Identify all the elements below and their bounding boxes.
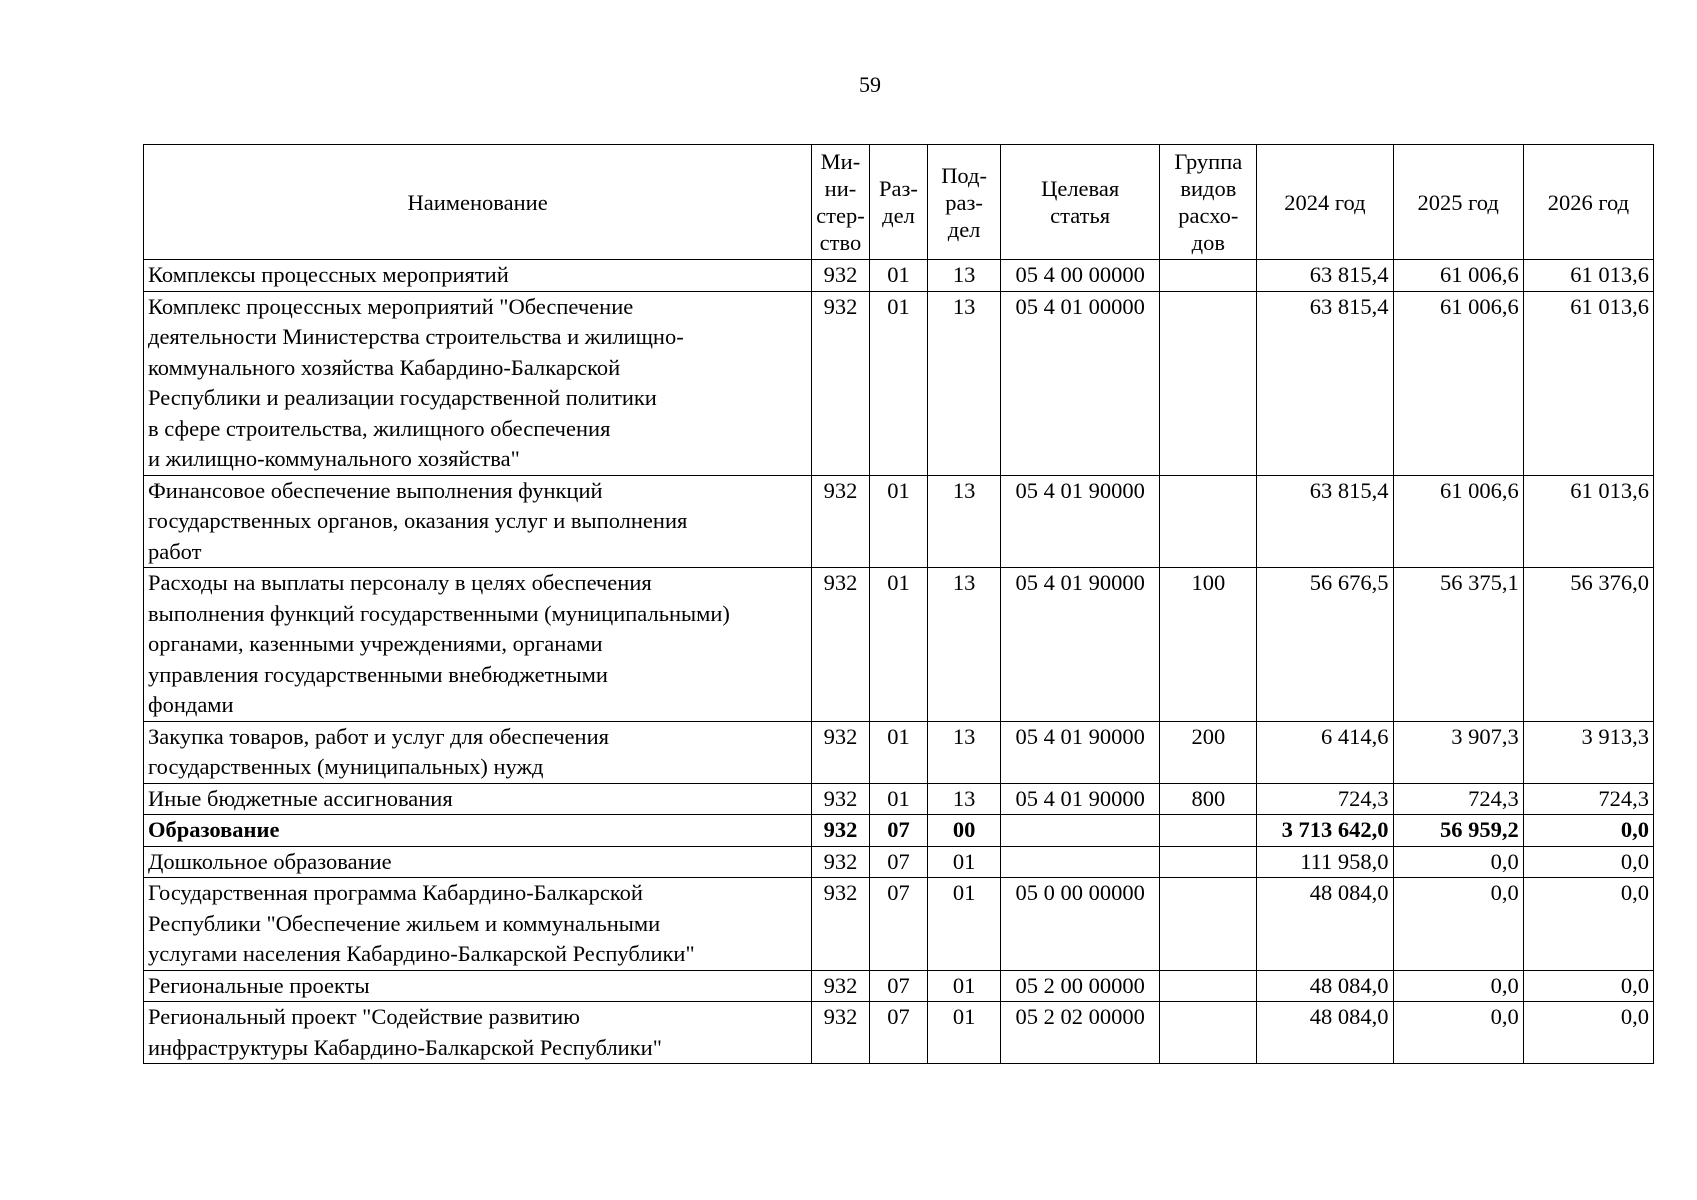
cell-2026: 61 013,6	[1523, 260, 1653, 292]
cell-section: 07	[869, 970, 928, 1002]
table-row	[144, 291, 1654, 475]
cell-expense-group: 800	[1160, 783, 1257, 815]
cell-name: Финансовое обеспечение выполнения функций государственных органов, оказания услуг и выполнения работ	[144, 475, 812, 568]
cell-expense-group: 100	[1160, 568, 1257, 722]
header-2026: 2026 год	[1523, 145, 1653, 260]
cell-subsection: 13	[928, 721, 1001, 783]
cell-section: 01	[869, 721, 928, 783]
table-row	[144, 721, 1654, 783]
cell-expense-group	[1160, 846, 1257, 878]
table-row	[144, 815, 1654, 847]
cell-ministry: 932	[812, 970, 870, 1002]
header-expense-group: Группа видов расхо- дов	[1160, 145, 1257, 260]
table-row	[144, 783, 1654, 815]
cell-2026: 0,0	[1523, 1002, 1653, 1064]
cell-section: 07	[869, 878, 928, 971]
header-name: Наименование	[144, 145, 812, 260]
cell-name: Комплекс процессных мероприятий "Обеспечение деятельности Министерства строительства и жилищно- коммунального хозяйства Кабардино-Балкарской Республики и реализации государственной политики в сфере строительства, жилищного обеспечения и жилищно-коммунального хозяйства"	[144, 291, 812, 475]
cell-2025: 0,0	[1393, 846, 1523, 878]
cell-2026: 3 913,3	[1523, 721, 1653, 783]
header-2025: 2025 год	[1393, 145, 1523, 260]
cell-target-item: 05 2 02 00000	[1000, 1002, 1159, 1064]
cell-name: Комплексы процессных мероприятий	[144, 260, 812, 292]
cell-subsection: 01	[928, 846, 1001, 878]
cell-target-item: 05 4 01 90000	[1000, 721, 1159, 783]
cell-ministry: 932	[812, 475, 870, 568]
cell-2024: 63 815,4	[1257, 260, 1393, 292]
cell-2026: 724,3	[1523, 783, 1653, 815]
cell-name: Региональные проекты	[144, 970, 812, 1002]
table-body	[144, 260, 1654, 1064]
cell-target-item	[1000, 815, 1159, 847]
cell-section: 07	[869, 815, 928, 847]
cell-2025: 0,0	[1393, 970, 1523, 1002]
cell-2025: 724,3	[1393, 783, 1523, 815]
cell-ministry: 932	[812, 1002, 870, 1064]
cell-2025: 61 006,6	[1393, 260, 1523, 292]
cell-2026: 61 013,6	[1523, 291, 1653, 475]
cell-2026: 0,0	[1523, 970, 1653, 1002]
table-row	[144, 878, 1654, 971]
cell-name: Образование	[144, 815, 812, 847]
table-row	[144, 475, 1654, 568]
cell-ministry: 932	[812, 721, 870, 783]
cell-target-item: 05 4 01 90000	[1000, 568, 1159, 722]
header-ministry: Ми- ни- стер- ство	[812, 145, 870, 260]
header-subsection: Под- раз- дел	[928, 145, 1001, 260]
cell-2024: 724,3	[1257, 783, 1393, 815]
cell-2024: 6 414,6	[1257, 721, 1393, 783]
cell-2024: 48 084,0	[1257, 970, 1393, 1002]
table-row	[144, 260, 1654, 292]
cell-subsection: 13	[928, 568, 1001, 722]
cell-target-item: 05 4 01 90000	[1000, 783, 1159, 815]
table-row	[144, 846, 1654, 878]
cell-target-item: 05 0 00 00000	[1000, 878, 1159, 971]
cell-name: Дошкольное образование	[144, 846, 812, 878]
table-row	[144, 568, 1654, 722]
cell-ministry: 932	[812, 291, 870, 475]
cell-subsection: 00	[928, 815, 1001, 847]
cell-ministry: 932	[812, 783, 870, 815]
cell-ministry: 932	[812, 846, 870, 878]
cell-2024: 48 084,0	[1257, 878, 1393, 971]
cell-subsection: 13	[928, 260, 1001, 292]
cell-target-item	[1000, 846, 1159, 878]
cell-target-item: 05 4 00 00000	[1000, 260, 1159, 292]
cell-subsection: 13	[928, 475, 1001, 568]
cell-2026: 61 013,6	[1523, 475, 1653, 568]
cell-expense-group	[1160, 815, 1257, 847]
cell-expense-group: 200	[1160, 721, 1257, 783]
cell-subsection: 01	[928, 1002, 1001, 1064]
cell-section: 01	[869, 475, 928, 568]
cell-2025: 0,0	[1393, 1002, 1523, 1064]
cell-expense-group	[1160, 1002, 1257, 1064]
cell-name: Иные бюджетные ассигнования	[144, 783, 812, 815]
cell-section: 07	[869, 1002, 928, 1064]
cell-name: Региональный проект "Содействие развитию инфраструктуры Кабардино-Балкарской Республики"	[144, 1002, 812, 1064]
cell-expense-group	[1160, 260, 1257, 292]
cell-expense-group	[1160, 475, 1257, 568]
cell-name: Закупка товаров, работ и услуг для обеспечения государственных (муниципальных) нужд	[144, 721, 812, 783]
cell-name: Государственная программа Кабардино-Балкарской Республики "Обеспечение жильем и коммунальными услугами населения Кабардино-Балкарской Республики"	[144, 878, 812, 971]
cell-target-item: 05 4 01 00000	[1000, 291, 1159, 475]
cell-ministry: 932	[812, 815, 870, 847]
page-number: 59	[859, 72, 881, 97]
cell-2025: 3 907,3	[1393, 721, 1523, 783]
cell-expense-group	[1160, 970, 1257, 1002]
cell-section: 01	[869, 568, 928, 722]
cell-subsection: 01	[928, 970, 1001, 1002]
cell-section: 01	[869, 260, 928, 292]
cell-2024: 48 084,0	[1257, 1002, 1393, 1064]
cell-2024: 111 958,0	[1257, 846, 1393, 878]
cell-section: 07	[869, 846, 928, 878]
cell-2025: 56 375,1	[1393, 568, 1523, 722]
header-row	[144, 145, 1654, 260]
cell-2026: 0,0	[1523, 878, 1653, 971]
cell-expense-group	[1160, 291, 1257, 475]
table-row	[144, 970, 1654, 1002]
cell-2025: 56 959,2	[1393, 815, 1523, 847]
header-2024: 2024 год	[1257, 145, 1393, 260]
cell-name: Расходы на выплаты персоналу в целях обеспечения выполнения функций государственными (муниципальными) органами, казенными учреждениями, органами управления государственными внебюджетными фондами	[144, 568, 812, 722]
cell-target-item: 05 4 01 90000	[1000, 475, 1159, 568]
cell-subsection: 13	[928, 291, 1001, 475]
cell-section: 01	[869, 783, 928, 815]
cell-subsection: 01	[928, 878, 1001, 971]
cell-2026: 56 376,0	[1523, 568, 1653, 722]
cell-2026: 0,0	[1523, 815, 1653, 847]
cell-ministry: 932	[812, 568, 870, 722]
cell-ministry: 932	[812, 878, 870, 971]
cell-2024: 63 815,4	[1257, 291, 1393, 475]
header-section: Раз- дел	[869, 145, 928, 260]
cell-2024: 63 815,4	[1257, 475, 1393, 568]
cell-2024: 56 676,5	[1257, 568, 1393, 722]
cell-target-item: 05 2 00 00000	[1000, 970, 1159, 1002]
budget-table	[143, 144, 1654, 1064]
cell-expense-group	[1160, 878, 1257, 971]
cell-section: 01	[869, 291, 928, 475]
cell-2024: 3 713 642,0	[1257, 815, 1393, 847]
cell-2026: 0,0	[1523, 846, 1653, 878]
header-target-item: Целевая статья	[1000, 145, 1159, 260]
cell-subsection: 13	[928, 783, 1001, 815]
cell-2025: 61 006,6	[1393, 475, 1523, 568]
table-row	[144, 1002, 1654, 1064]
cell-2025: 61 006,6	[1393, 291, 1523, 475]
cell-ministry: 932	[812, 260, 870, 292]
cell-2025: 0,0	[1393, 878, 1523, 971]
